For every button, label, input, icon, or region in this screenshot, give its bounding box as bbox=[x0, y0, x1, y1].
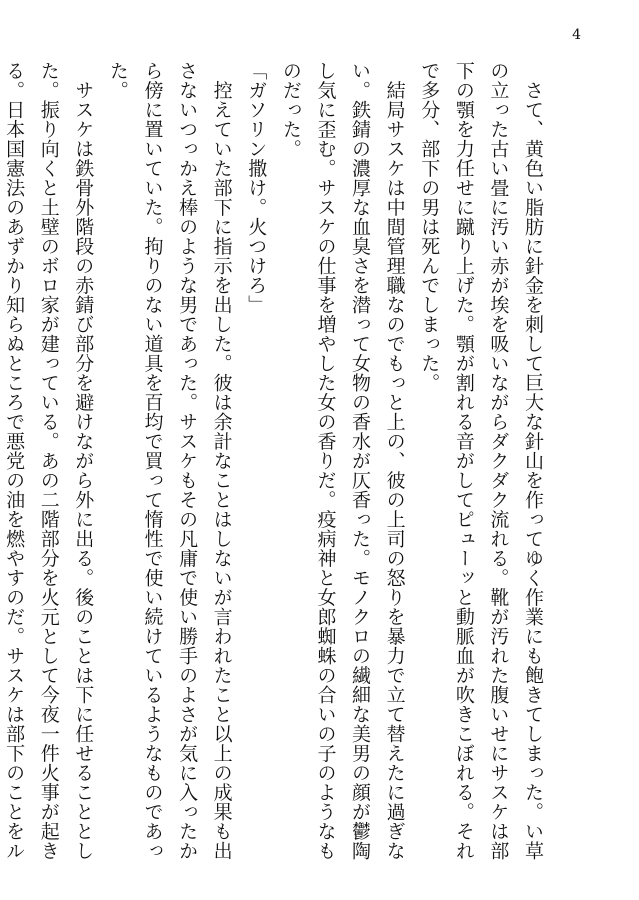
text-line: た。 bbox=[106, 61, 129, 100]
text-line: る。日本国憲法のあずかり知らぬところで悪党の油を燃やすのだ。サスケは部下のことをル bbox=[3, 61, 26, 861]
text-line: 控えていた部下に指示を出した。彼は余計なことはしないが言われたこと以上の成果も出 bbox=[210, 61, 233, 861]
text-line: 結局サスケは中間管理職なのでもっと上の、彼の上司の怒りを暴力で立て替えたに過ぎな bbox=[383, 61, 406, 861]
text-line: 下の顎を力任せに蹴り上げた。顎が割れる音がしてピューッと動脈血が吹きこぼれる。それ bbox=[452, 61, 475, 861]
text-line: い。鉄錆の濃厚な血臭さを潜って女物の香水が仄香った。モノクロの繊細な美男の顔が鬱陶 bbox=[349, 61, 372, 861]
text-line: サスケは鉄骨外階段の赤錆び部分を避けながら外に出る。後のことは下に任せることとし bbox=[72, 61, 95, 861]
text-line: 「ガソリン撒け。火つけろ」 bbox=[245, 61, 268, 315]
text-line: し気に歪む。サスケの仕事を増やした女の香りだ。疫病神と女郎蜘蛛の合いの子のようなも bbox=[314, 61, 337, 861]
text-line: の立った古い畳に汚い赤が埃を吸いながらダクダク流れる。靴が汚れた腹いせにサスケは部 bbox=[487, 61, 510, 861]
text-line: ら傍に置いていた。拘りのない道具を百均で買って惰性で使い続けているようなものであっ bbox=[141, 61, 164, 861]
text-line: た。振り向くと土壁のボロ家が建っている。あの二階部分を火元として今夜一件火事が起き bbox=[37, 61, 60, 861]
text-line: さないつっかえ棒のような男であった。サスケもその凡庸で使い勝手のよさが気に入ったか bbox=[176, 61, 199, 861]
page-number: 4 bbox=[572, 27, 581, 43]
vertical-text-body bbox=[3, 61, 550, 861]
text-line: で多分、部下の男は死んでしまった。 bbox=[418, 61, 441, 393]
text-line: のだった。 bbox=[279, 61, 302, 159]
text-line: さて、黄色い脂肪に針金を刺して巨大な針山を作ってゆく作業にも飽きてしまった。い草 bbox=[522, 61, 544, 861]
